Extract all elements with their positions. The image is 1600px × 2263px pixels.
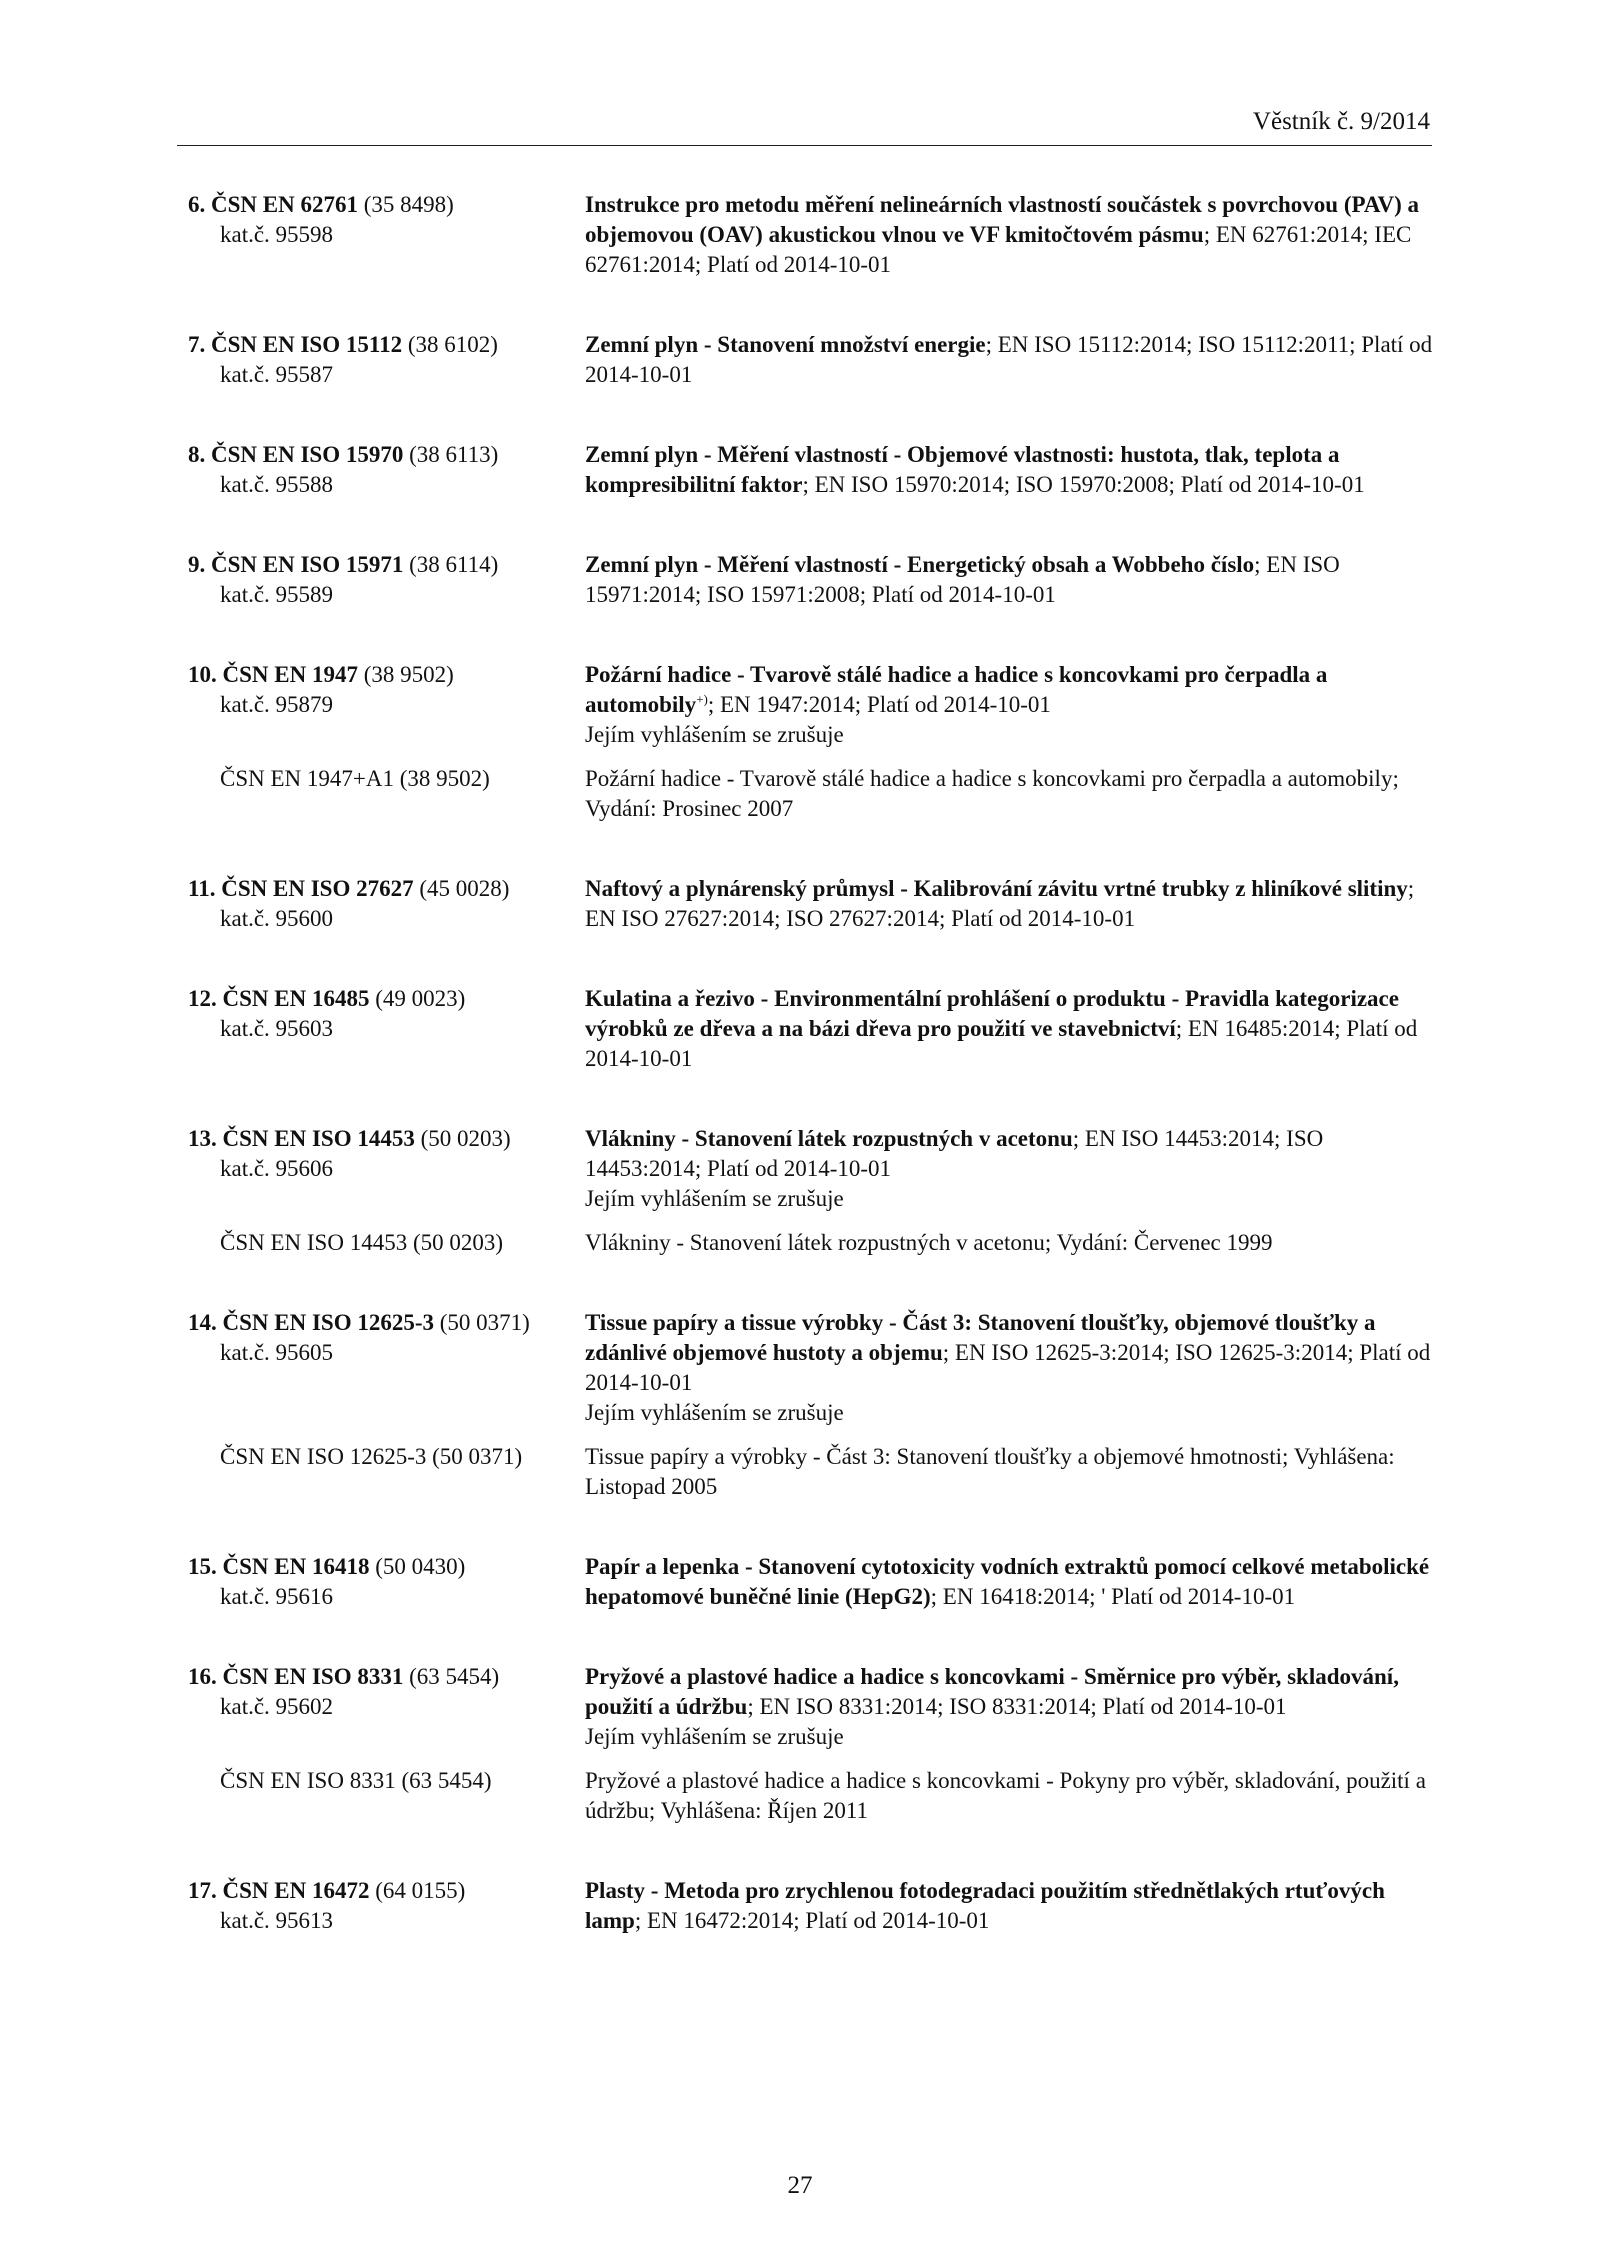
cancellation-note: Jejím vyhlášením se zrušuje [585,1724,844,1749]
entry-identifier [188,1552,585,1612]
standard-details: ; EN 16472:2014; Platí od 2014-10-01 [634,1908,990,1933]
standard-code: ČSN EN 16472 [222,1878,370,1903]
entry-text [585,190,1433,280]
classification-code: (50 0203) [414,1126,511,1151]
standard-code: ČSN EN 16485 [222,986,370,1011]
catalog-number: kat.č. 95587 [220,362,334,387]
replaced-title: Pryžové a plastové hadice a hadice s koncovkami - Pokyny pro výběr, skladování, použití a údržbu; Vyhlášena: Říjen 2011 [585,1768,1426,1823]
standard-title: Tissue papíry a tissue výrobky - Část 3: Stanovení tloušťky, objemové tloušťky a zdánlivé objemové hustoty a objemu [585,1310,1376,1365]
entry-number: 6. [188,192,206,217]
entry-code-line [188,1662,585,1692]
standard-details: ; EN ISO 14453:2014; ISO 14453:2014; Platí od 2014-10-01 [585,1126,1324,1181]
standard-title: Vlákniny - Stanovení látek rozpustných v acetonu [585,1126,1073,1151]
classification-code: (50 0371) [434,1310,530,1335]
standard-code: ČSN EN 16418 [222,1554,370,1579]
entry-text [585,330,1433,390]
entry-code-line [188,874,585,904]
catalog-number: kat.č. 95606 [220,1156,334,1181]
classification-code: (49 0023) [369,986,466,1011]
entry-code-line [188,550,585,580]
entry-code-line [188,330,585,360]
entry-identifier [188,550,585,610]
entry-main [188,190,1433,280]
entry-description [585,550,1433,610]
entry-main [188,874,1433,934]
standard-title: Zemní plyn - Stanovení množství energie [585,332,986,357]
entry-text [585,1308,1433,1398]
cancellation-note: Jejím vyhlášením se zrušuje [585,1186,844,1211]
entry-text [585,1124,1433,1184]
standard-code: ČSN EN ISO 12625-3 [222,1310,435,1335]
entry-description [585,1552,1433,1612]
entry-main [188,440,1433,500]
classification-code: (50 0430) [369,1554,466,1579]
entry-identifier [188,1876,585,1936]
entry-description [585,984,1433,1074]
journal-header: Věstník č. 9/2014 [1252,108,1430,135]
replaced-row [188,1228,1438,1258]
entry-code-line [188,1308,585,1338]
standard-entry [188,550,1438,610]
standard-entry [188,330,1438,390]
entry-number: 16. [188,1664,217,1689]
classification-code: (38 6114) [403,552,499,577]
catalog-number: kat.č. 95589 [220,582,334,607]
entry-text [585,660,1433,720]
standard-code: ČSN EN ISO 14453 [222,1126,415,1151]
standard-title: Plasty - Metoda pro zrychlenou fotodegradaci použitím střednětlakých rtuťových lamp [585,1878,1385,1933]
standard-entry [188,660,1438,824]
entry-text [585,1552,1433,1612]
entry-number: 13. [188,1126,217,1151]
classification-code: (64 0155) [369,1878,466,1903]
standard-entry [188,440,1438,500]
standard-entry [188,190,1438,280]
entry-main [188,660,1438,750]
entry-text [585,1662,1433,1722]
entry-text [585,874,1433,934]
standard-entry [188,984,1438,1074]
classification-code: (38 6102) [402,332,498,357]
entry-main [188,1124,1438,1214]
standard-code: ČSN EN ISO 15971 [211,552,404,577]
standard-title: Papír a lepenka - Stanovení cytotoxicity vodních extraktů pomocí celkové metabolické hepatomové buněčné linie (HepG2) [585,1554,1430,1609]
standard-title: Pryžové a plastové hadice a hadice s koncovkami - Směrnice pro výběr, skladování, použití a údržbu [585,1664,1399,1719]
entry-main [188,550,1433,610]
replaced-title: Vlákniny - Stanovení látek rozpustných v acetonu; Vydání: Červenec 1999 [585,1230,1273,1255]
standard-title: Kulatina a řezivo - Environmentální prohlášení o produktu - Pravidla kategorizace výrobků ze dřeva a na bázi dřeva pro použití ve stavebnictví [585,986,1399,1041]
entry-number: 7. [188,332,206,357]
entry-code-line [188,1876,585,1906]
standard-details: ; EN ISO 15112:2014; ISO 15112:2011; Platí od 2014-10-01 [585,332,1433,387]
entry-identifier [188,660,585,750]
replaced-code: ČSN EN ISO 12625-3 (50 0371) [220,1444,523,1469]
replaced-standard [188,1752,1438,1826]
catalog-number: kat.č. 95600 [220,906,334,931]
replaced-standard [188,1428,1438,1502]
replaced-row [188,764,1438,824]
replaced-row [188,1766,1438,1826]
entry-number: 17. [188,1878,217,1903]
catalog-number: kat.č. 95605 [220,1340,334,1365]
entry-identifier [188,440,585,500]
entry-description [585,1308,1433,1428]
replaced-title: Tissue papíry a výrobky - Část 3: Stanovení tloušťky a objemové hmotnosti; Vyhlášena: Listopad 2005 [585,1444,1395,1499]
replaced-code: ČSN EN 1947+A1 (38 9502) [220,766,490,791]
entry-description [585,440,1433,500]
standard-title: Zemní plyn - Měření vlastností - Objemové vlastnosti: hustota, tlak, teplota a kompresibilitní faktor [585,442,1340,497]
entry-main [188,1662,1438,1752]
standard-code: ČSN EN ISO 15970 [211,442,404,467]
entry-description [585,874,1433,934]
entry-text [585,550,1433,610]
entry-description [585,1124,1433,1214]
entry-code-line [188,440,585,470]
standard-title: Instrukce pro metodu měření nelineárních vlastností součástek s povrchovou (PAV) a objemovou (OAV) akustickou vlnou ve VF kmitočtovém pásmu [585,192,1419,247]
cancellation-note: Jejím vyhlášením se zrušuje [585,1400,844,1425]
entry-description [585,660,1433,750]
entry-main [188,984,1433,1074]
entry-number: 15. [188,1554,217,1579]
entry-number: 11. [188,876,216,901]
footnote-mark: +) [696,691,708,707]
entry-description [585,190,1433,280]
entry-identifier [188,1662,585,1752]
entry-number: 14. [188,1310,217,1335]
classification-code: (35 8498) [357,192,454,217]
entry-code-line [188,1552,585,1582]
replaced-standard [188,750,1438,824]
classification-code: (45 0028) [413,876,510,901]
entry-text [585,984,1433,1074]
standard-details: ; EN 62761:2014; IEC 62761:2014; Platí od 2014-10-01 [585,222,1412,277]
replaced-title: Požární hadice - Tvarově stálé hadice a hadice s koncovkami pro čerpadla a automobily; Vydání: Prosinec 2007 [585,766,1399,821]
replaced-code: ČSN EN ISO 14453 (50 0203) [220,1230,504,1255]
standard-details: ; EN 16418:2014; ' Platí od 2014-10-01 [930,1584,1296,1609]
entry-text [585,1876,1433,1936]
entry-number: 12. [188,986,217,1011]
entry-code-line [188,190,585,220]
entry-number: 8. [188,442,206,467]
classification-code: (63 5454) [403,1664,500,1689]
standard-entry [188,1876,1438,1936]
replaced-row [188,1442,1438,1502]
standard-details: ; EN 1947:2014; Platí od 2014-10-01 [707,692,1051,717]
catalog-number: kat.č. 95602 [220,1694,334,1719]
entry-code-line [188,660,585,690]
catalog-number: kat.č. 95603 [220,1016,334,1041]
entry-main [188,1308,1438,1428]
classification-code: (38 9502) [357,662,454,687]
entry-number: 10. [188,662,217,687]
entry-main [188,1876,1433,1936]
classification-code: (38 6113) [403,442,499,467]
standard-details: ; EN ISO 27627:2014; ISO 27627:2014; Platí od 2014-10-01 [585,876,1415,931]
standard-entry [188,874,1438,934]
entry-main [188,1552,1433,1612]
standard-code: ČSN EN ISO 27627 [221,876,414,901]
page-number: 27 [787,2172,813,2199]
standard-entry [188,1552,1438,1612]
entry-text [585,440,1433,500]
standard-entry [188,1124,1438,1258]
entry-number: 9. [188,552,206,577]
standard-details: ; EN ISO 15970:2014; ISO 15970:2008; Platí od 2014-10-01 [802,472,1365,497]
standard-details: ; EN ISO 15971:2014; ISO 15971:2008; Platí od 2014-10-01 [585,552,1340,607]
entry-description [585,1662,1433,1752]
catalog-number: kat.č. 95588 [220,472,334,497]
header-rule [177,145,1432,146]
entry-identifier [188,190,585,280]
entry-main [188,330,1433,390]
standard-code: ČSN EN ISO 15112 [211,332,403,357]
entry-identifier [188,874,585,934]
replaced-standard [188,1214,1438,1258]
standard-entry [188,1662,1438,1826]
standards-list [188,190,1438,1936]
entry-identifier [188,1124,585,1214]
standard-details: ; EN 16485:2014; Platí od 2014-10-01 [585,1016,1418,1071]
catalog-number: kat.č. 95598 [220,222,334,247]
standard-code: ČSN EN 62761 [211,192,358,217]
entry-description [585,1876,1433,1936]
cancellation-note: Jejím vyhlášením se zrušuje [585,722,844,747]
entry-identifier [188,1308,585,1428]
entry-identifier [188,330,585,390]
standard-title: Naftový a plynárenský průmysl - Kalibrování závitu vrtné trubky z hliníkové slitiny [585,876,1408,901]
catalog-number: kat.č. 95879 [220,692,334,717]
entry-code-line [188,984,585,1014]
entry-description [585,330,1433,390]
catalog-number: kat.č. 95613 [220,1908,334,1933]
standard-code: ČSN EN 1947 [222,662,358,687]
standard-details: ; EN ISO 8331:2014; ISO 8331:2014; Platí od 2014-10-01 [747,1694,1287,1719]
standard-entry [188,1308,1438,1502]
replaced-code: ČSN EN ISO 8331 (63 5454) [220,1768,492,1793]
standard-title: Zemní plyn - Měření vlastností - Energetický obsah a Wobbeho číslo [585,552,1255,577]
standard-code: ČSN EN ISO 8331 [222,1664,404,1689]
standard-title: Požární hadice - Tvarově stálé hadice a hadice s koncovkami pro čerpadla a automobily [585,662,1328,717]
entry-identifier [188,984,585,1074]
standard-details: ; EN ISO 12625-3:2014; ISO 12625-3:2014; Platí od 2014-10-01 [585,1340,1431,1395]
catalog-number: kat.č. 95616 [220,1584,334,1609]
entry-code-line [188,1124,585,1154]
